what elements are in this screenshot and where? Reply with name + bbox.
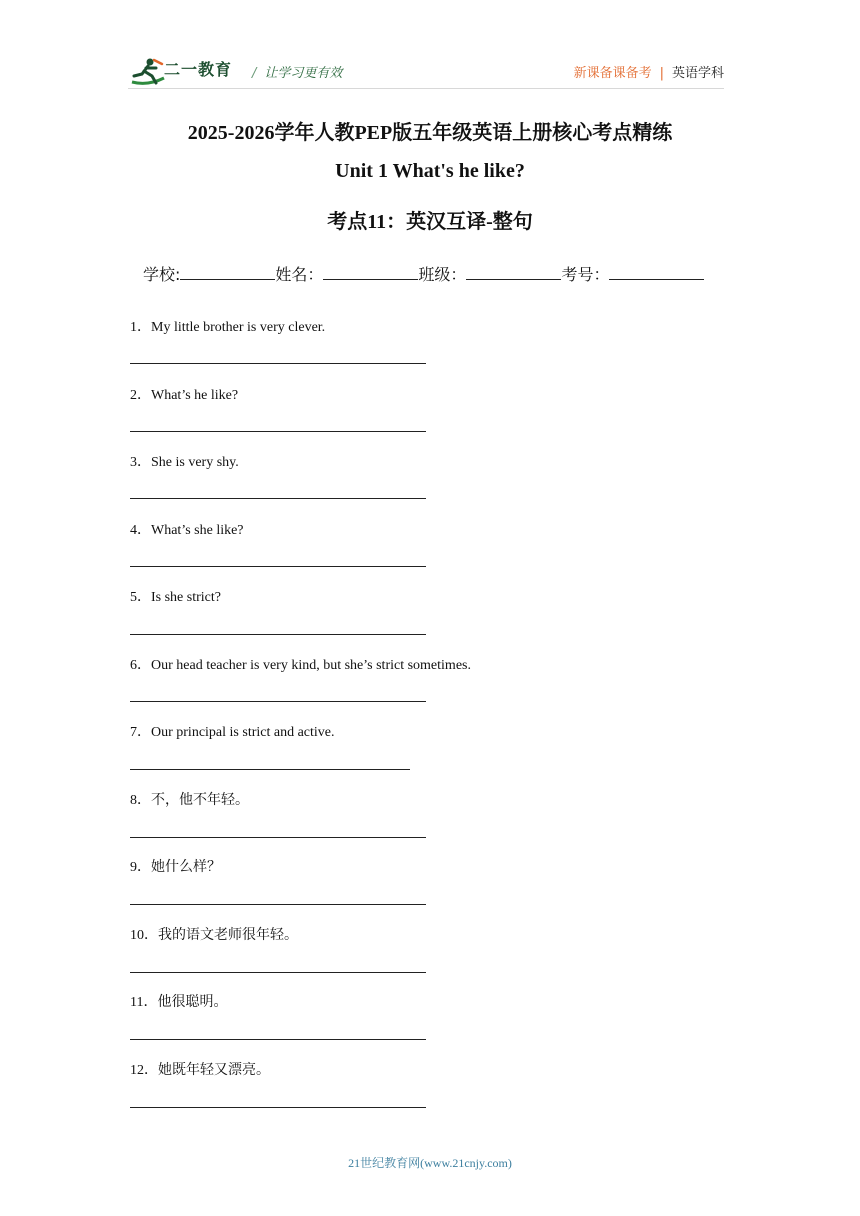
unit-title: Unit 1 What's he like? — [335, 160, 525, 182]
header-separator: | — [659, 66, 664, 81]
header-subject — [574, 62, 724, 81]
answer-line-4[interactable] — [130, 566, 426, 567]
answer-line-10[interactable] — [130, 972, 426, 973]
answer-line-9[interactable] — [130, 904, 426, 905]
answer-line-7[interactable] — [130, 769, 410, 770]
topic-title: 考点11：英汉互译-整句 — [327, 211, 533, 233]
header-course-label: 新课备课备考 — [573, 66, 652, 81]
number-blank[interactable] — [609, 265, 704, 280]
header-subject-label: 英语学科 — [671, 66, 724, 81]
name-blank[interactable] — [323, 265, 418, 280]
question-11: 11．他很聪明。 — [130, 995, 228, 1010]
question-3: 3．She is very shy. — [130, 455, 239, 470]
question-7: 7．Our principal is strict and active. — [130, 725, 335, 740]
name-label: 姓名： — [275, 265, 324, 284]
document-title: 2025-2026学年人教PEP版五年级英语上册核心考点精练 — [187, 122, 673, 144]
question-6: 6．Our head teacher is very kind, but she’s strict sometimes. — [130, 658, 471, 673]
answer-line-12[interactable] — [130, 1107, 426, 1108]
header-divider — [128, 88, 724, 89]
question-2: 2．What’s he like? — [130, 388, 239, 403]
answer-line-1[interactable] — [130, 363, 426, 364]
question-1: 1．My little brother is very clever. — [130, 320, 326, 335]
answer-line-6[interactable] — [130, 701, 426, 702]
answer-line-5[interactable] — [130, 634, 426, 635]
question-9: 9．她什么样？ — [130, 860, 221, 875]
school-blank[interactable] — [180, 265, 275, 280]
number-label: 考号： — [561, 265, 610, 284]
question-12: 12．她既年轻又漂亮。 — [130, 1063, 270, 1078]
answer-line-2[interactable] — [130, 431, 426, 432]
question-8: 8．不，他不年轻。 — [130, 793, 249, 808]
question-10: 10．我的语文老师很年轻。 — [130, 928, 298, 943]
class-blank[interactable] — [466, 265, 561, 280]
answer-line-3[interactable] — [130, 498, 426, 499]
header-slogan: / 让学习更有效 — [252, 66, 343, 81]
page-header — [128, 50, 724, 90]
logo-text: 二一教育 — [164, 60, 233, 79]
school-label: 学校: — [143, 265, 181, 284]
answer-line-11[interactable] — [130, 1039, 426, 1040]
answer-line-8[interactable] — [130, 837, 426, 838]
class-label: 班级： — [418, 265, 467, 284]
question-4: 4．What’s she like? — [130, 523, 244, 538]
question-5: 5．Is she strict? — [130, 590, 221, 605]
student-info-row — [143, 262, 704, 285]
page-footer: 21世纪教育网(www.21cnjy.com) — [348, 1156, 512, 1170]
